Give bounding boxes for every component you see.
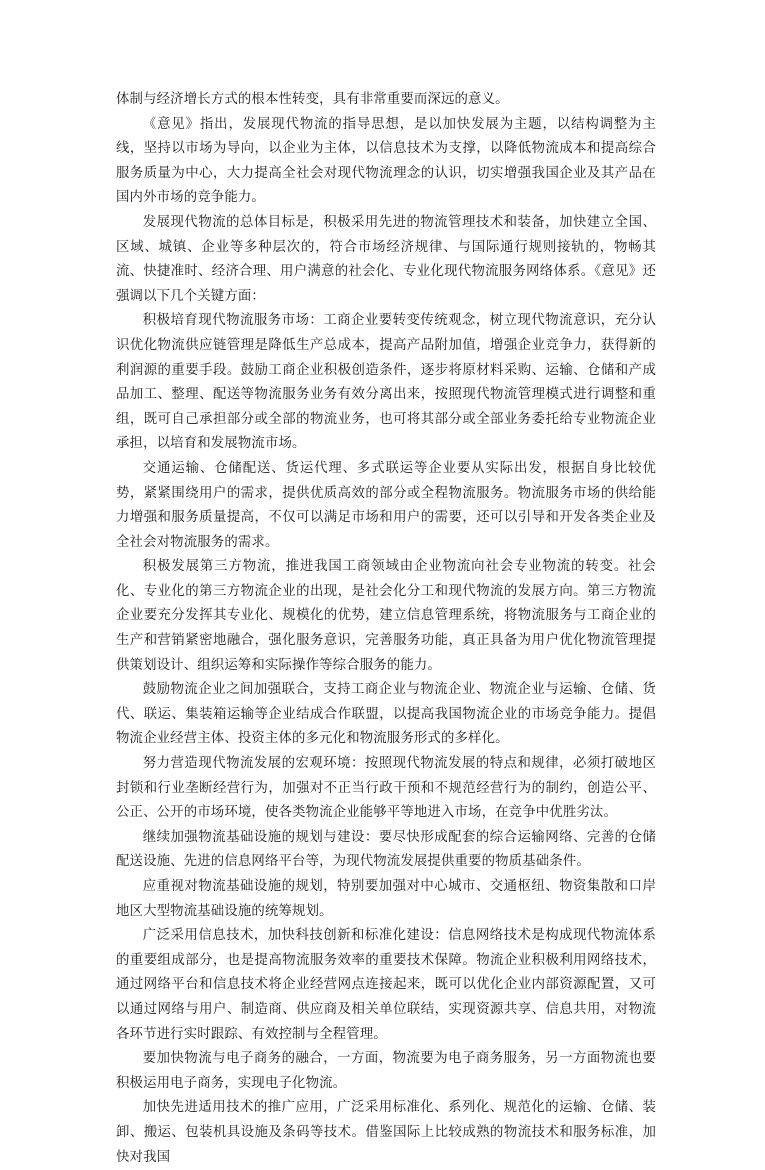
paragraph-transport-enterprises: 交通运输、仓储配送、货运代理、多式联运等企业要从实际出发，根据自身比较优势，紧紧围绕用户的需求，提供优质高效的部分或全程物流服务。物流服务市场的供给能力增强和服务质量提高，不仅可以满足市场和用户的需要，还可以引导和开发各类企业及全社会对物流服务的需求。 bbox=[116, 460, 656, 550]
paragraph-infrastructure: 继续加强物流基础设施的规划与建设：要尽快形成配套的综合运输网络、完善的仓储配送设施、先进的信息网络平台等，为现代物流发展提供重要的物质基础条件。 bbox=[116, 829, 656, 870]
paragraph-guiding-thought: 《意见》指出，发展现代物流的指导思想，是以加快发展为主题，以结构调整为主线，坚持以市场为导向，以企业为主体，以信息技术为支撑，以降低物流成本和提高综合服务质量为中心，大力提高全社会对现代物流理念的认识，切实增强我国企业及其产品在国内外市场的竞争能力。 bbox=[116, 116, 656, 206]
paragraph-infrastructure-planning: 应重视对物流基础设施的规划，特别要加强对中心城市、交通枢纽、物资集散和口岸地区大型物流基础设施的统筹规划。 bbox=[116, 879, 656, 919]
paragraph-continuation: 体制与经济增长方式的根本性转变，具有非常重要而深远的意义。 bbox=[116, 92, 509, 107]
paragraph-alliances: 鼓励物流企业之间加强联合，支持工商企业与物流企业、物流企业与运输、仓储、货代、联运、集装箱运输等企业结成合作联盟，以提高我国物流企业的市场竞争能力。提倡物流企业经营主体、投资主体的多元化和物流服务形式的多样化。 bbox=[116, 682, 656, 747]
paragraph-information-technology: 广泛采用信息技术，加快科技创新和标准化建设：信息网络技术是构成现代物流体系的重要组成部分，也是提高物流服务效率的重要技术保障。物流企业积极利用网络技术，通过网络平台和信息技术将企业经营网点连接起来，既可以优化企业内部资源配置，又可以通过网络与用户、制造商、供应商及相关单位联结，实现资源共享、信息共用，对物流各环节进行实时跟踪、有效控制与全程管理。 bbox=[116, 928, 656, 1042]
paragraph-overall-goal: 发展现代物流的总体目标是，积极采用先进的物流管理技术和装备，加快建立全国、区域、城镇、企业等多种层次的，符合市场经济规律、与国际通行规则接轨的，物畅其流、快捷准时、经济合理、用户满意的社会化、专业化现代物流服务网络体系。《意见》还强调以下几个关键方面： bbox=[116, 214, 656, 304]
document-body bbox=[116, 88, 656, 1170]
paragraph-macro-environment: 努力营造现代物流发展的宏观环境：按照现代物流发展的特点和规律，必须打破地区封锁和行业垄断经营行为，加强对不正当行政干预和不规范经营行为的制约，创造公平、公正、公开的市场环境，使各类物流企业能够平等地进入市场，在竞争中优胜劣汰。 bbox=[116, 756, 656, 821]
paragraph-third-party-logistics: 积极发展第三方物流，推进我国工商领域由企业物流向社会专业物流的转变。社会化、专业化的第三方物流企业的出现，是社会化分工和现代物流的发展方向。第三方物流企业要充分发挥其专业化、规模化的优势，建立信息管理系统，将物流服务与工商企业的生产和营销紧密地融合，强化服务意识，完善服务功能，真正具备为用户优化物流管理提供策划设计、组织运筹和实际操作等综合服务的能力。 bbox=[116, 559, 656, 673]
paragraph-cultivate-market: 积极培育现代物流服务市场：工商企业要转变传统观念，树立现代物流意识，充分认识优化物流供应链管理是降低生产总成本，提高产品附加值，增强企业竞争力，获得新的利润源的重要手段。鼓励工商企业积极创造条件，逐步将原材料采购、运输、仓储和产成品加工、整理、配送等物流服务业务有效分离出来，按照现代物流管理模式进行调整和重组，既可自己承担部分或全部的物流业务，也可将其部分或全部业务委托给专业物流企业承担，以培育和发展物流市场。 bbox=[116, 313, 656, 452]
paragraph-advanced-technology: 加快先进适用技术的推广应用，广泛采用标准化、系列化、规范化的运输、仓储、装卸、搬运、包装机具设施及条码等技术。借鉴国际上比较成熟的物流技术和服务标准，加快对我国 bbox=[116, 1100, 656, 1165]
paragraph-e-commerce: 要加快物流与电子商务的融合，一方面，物流要为电子商务服务，另一方面物流也要积极运用电子商务，实现电子化物流。 bbox=[116, 1051, 656, 1091]
